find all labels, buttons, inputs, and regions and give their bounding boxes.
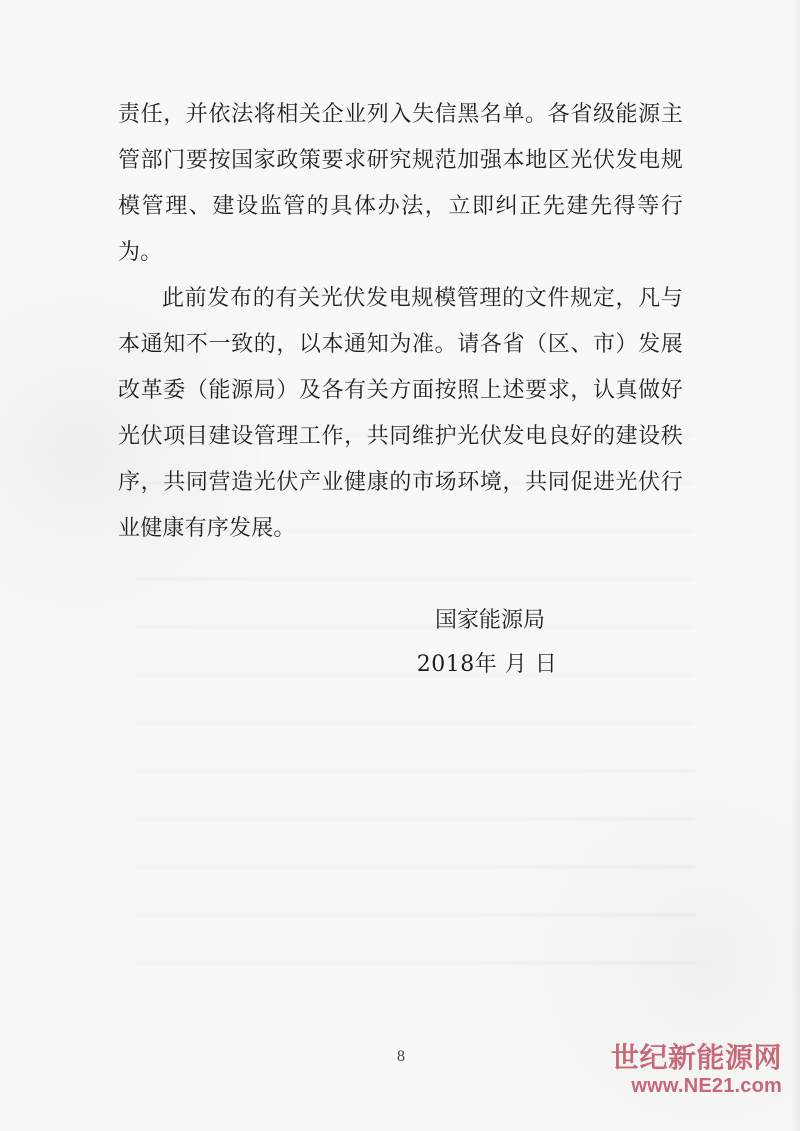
paragraph-1: 责任，并依法将相关企业列入失信黑名单。各省级能源主管部门要按国家政策要求研究规范加强本地区光伏发电规模管理、建设监管的具体办法，立即纠正先建先得等行为。	[118, 102, 683, 265]
page-number: 8	[397, 1048, 405, 1065]
paragraph-2: 此前发布的有关光伏发电规模管理的文件规定，凡与本通知不一致的，以本通知为准。请各省（区、市）发展改革委（能源局）及各有关方面按照上述要求，认真做好光伏项目建设管理工作，共同维护光伏发电良好的建设秩序，共同营造光伏产业健康的市场环境，共同促进光伏行业健康有序发展。	[118, 286, 683, 541]
page-edge-shadow	[792, 0, 800, 1131]
issuer-signature: 国家能源局	[434, 608, 545, 633]
watermark-title: 世纪新能源网	[610, 1041, 782, 1074]
document-content	[118, 92, 683, 552]
document-date: 2018年 月 日	[416, 652, 558, 677]
watermark-url: www.NE21.com	[631, 1075, 782, 1097]
site-watermark	[611, 1043, 782, 1097]
